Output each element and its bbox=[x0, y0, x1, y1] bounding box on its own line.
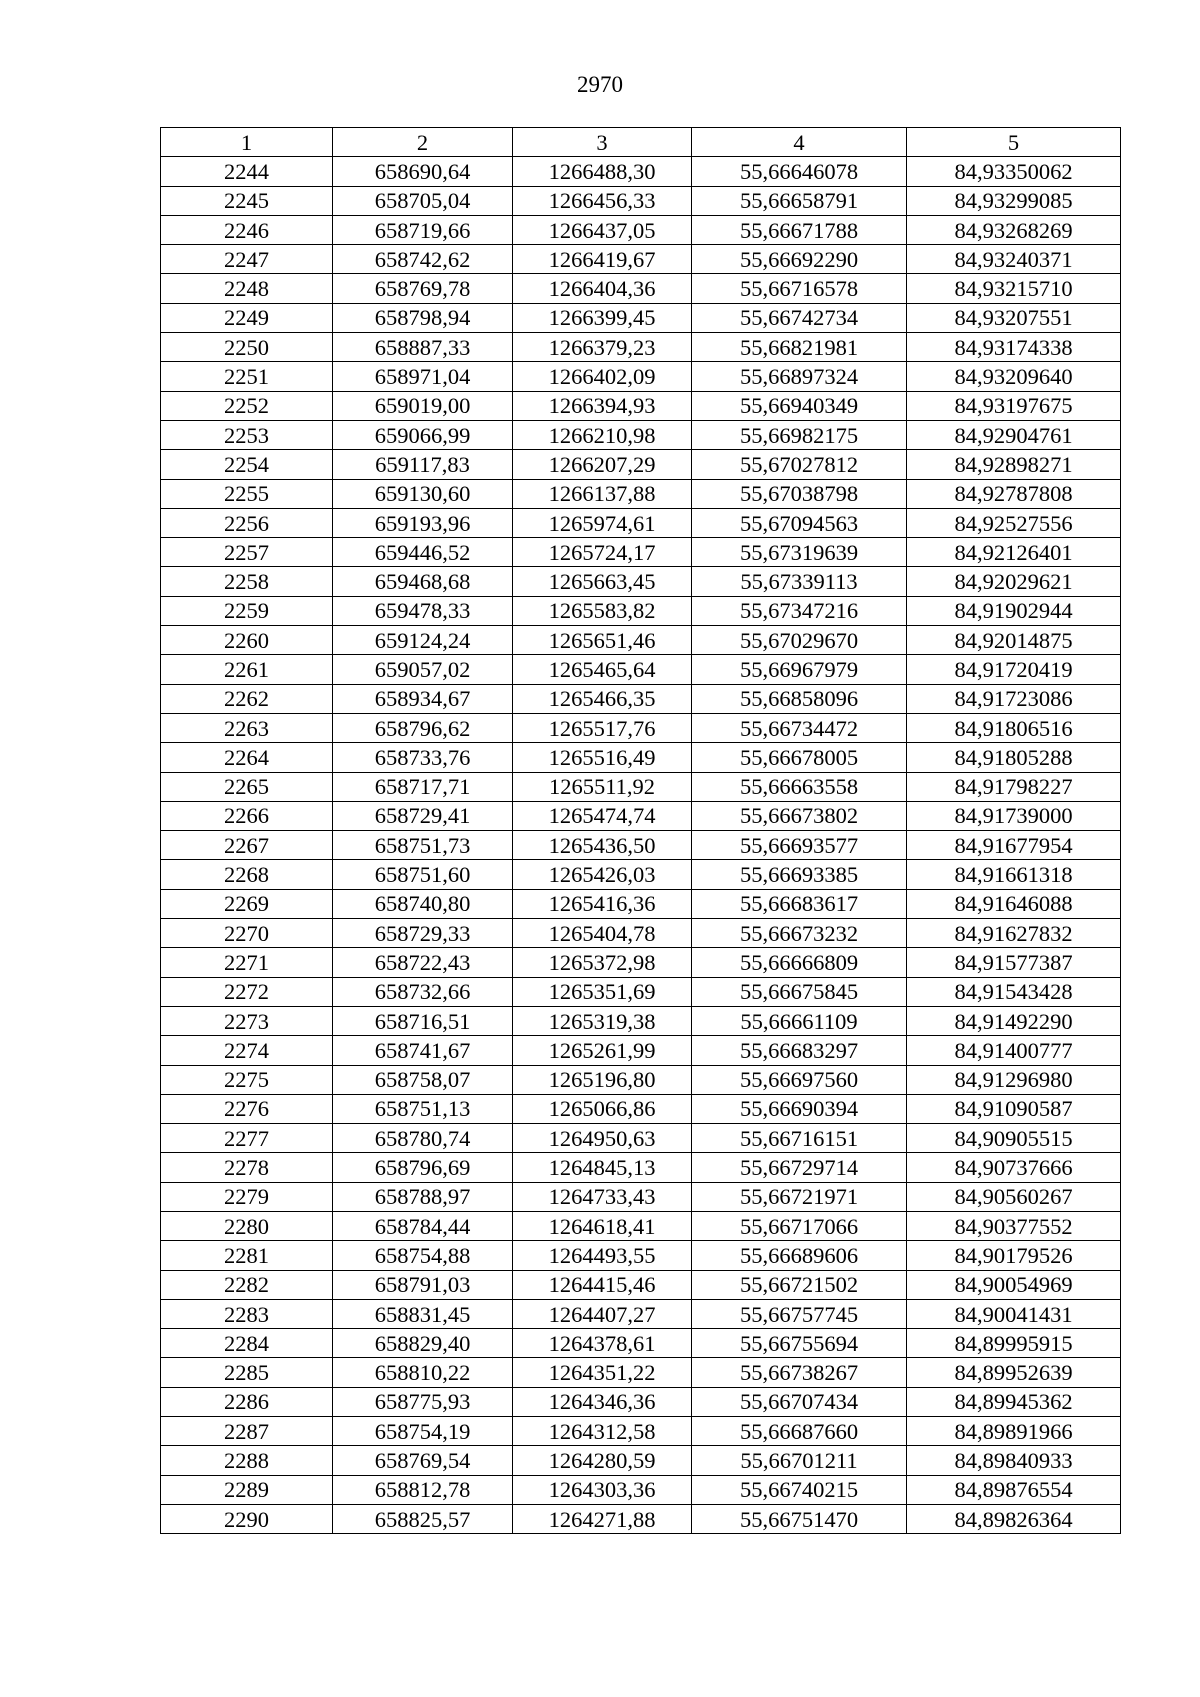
longitude-cell: 84,91798227 bbox=[907, 772, 1121, 801]
longitude-cell: 84,92014875 bbox=[907, 626, 1121, 655]
coordinates-table bbox=[160, 127, 1121, 1534]
point-number-cell: 2271 bbox=[161, 948, 333, 977]
latitude-cell: 55,66671788 bbox=[692, 215, 907, 244]
latitude-cell: 55,66721971 bbox=[692, 1182, 907, 1211]
x-coordinate-cell: 659130,60 bbox=[333, 479, 513, 508]
x-coordinate-cell: 658798,94 bbox=[333, 303, 513, 332]
y-coordinate-cell: 1265511,92 bbox=[513, 772, 692, 801]
x-coordinate-cell: 658716,51 bbox=[333, 1006, 513, 1035]
y-coordinate-cell: 1266210,98 bbox=[513, 420, 692, 449]
table-row bbox=[161, 303, 1121, 332]
point-number-cell: 2249 bbox=[161, 303, 333, 332]
y-coordinate-cell: 1264733,43 bbox=[513, 1182, 692, 1211]
point-number-cell: 2290 bbox=[161, 1504, 333, 1533]
y-coordinate-cell: 1265516,49 bbox=[513, 743, 692, 772]
table-row bbox=[161, 245, 1121, 274]
point-number-cell: 2262 bbox=[161, 684, 333, 713]
x-coordinate-cell: 658690,64 bbox=[333, 157, 513, 186]
y-coordinate-cell: 1264280,59 bbox=[513, 1446, 692, 1475]
y-coordinate-cell: 1265404,78 bbox=[513, 919, 692, 948]
point-number-cell: 2265 bbox=[161, 772, 333, 801]
x-coordinate-cell: 658784,44 bbox=[333, 1211, 513, 1240]
y-coordinate-cell: 1265663,45 bbox=[513, 567, 692, 596]
longitude-cell: 84,90560267 bbox=[907, 1182, 1121, 1211]
y-coordinate-cell: 1265517,76 bbox=[513, 713, 692, 742]
y-coordinate-cell: 1266488,30 bbox=[513, 157, 692, 186]
point-number-cell: 2274 bbox=[161, 1036, 333, 1065]
table-row bbox=[161, 1270, 1121, 1299]
point-number-cell: 2250 bbox=[161, 333, 333, 362]
latitude-cell: 55,66693385 bbox=[692, 860, 907, 889]
point-number-cell: 2254 bbox=[161, 450, 333, 479]
x-coordinate-cell: 658887,33 bbox=[333, 333, 513, 362]
latitude-cell: 55,66678005 bbox=[692, 743, 907, 772]
point-number-cell: 2252 bbox=[161, 391, 333, 420]
y-coordinate-cell: 1265974,61 bbox=[513, 508, 692, 537]
table-row bbox=[161, 655, 1121, 684]
y-coordinate-cell: 1266404,36 bbox=[513, 274, 692, 303]
x-coordinate-cell: 658796,69 bbox=[333, 1153, 513, 1182]
longitude-cell: 84,89826364 bbox=[907, 1504, 1121, 1533]
latitude-cell: 55,67094563 bbox=[692, 508, 907, 537]
point-number-cell: 2275 bbox=[161, 1065, 333, 1094]
column-header: 3 bbox=[513, 128, 692, 157]
x-coordinate-cell: 658829,40 bbox=[333, 1329, 513, 1358]
longitude-cell: 84,92898271 bbox=[907, 450, 1121, 479]
y-coordinate-cell: 1265651,46 bbox=[513, 626, 692, 655]
y-coordinate-cell: 1265319,38 bbox=[513, 1006, 692, 1035]
table-row bbox=[161, 1153, 1121, 1182]
point-number-cell: 2247 bbox=[161, 245, 333, 274]
longitude-cell: 84,89891966 bbox=[907, 1417, 1121, 1446]
table-row bbox=[161, 801, 1121, 830]
x-coordinate-cell: 658831,45 bbox=[333, 1299, 513, 1328]
longitude-cell: 84,91646088 bbox=[907, 889, 1121, 918]
point-number-cell: 2284 bbox=[161, 1329, 333, 1358]
table-row bbox=[161, 479, 1121, 508]
table-header bbox=[161, 128, 1121, 157]
table-row bbox=[161, 977, 1121, 1006]
table-row bbox=[161, 186, 1121, 215]
longitude-cell: 84,90905515 bbox=[907, 1124, 1121, 1153]
table-row bbox=[161, 684, 1121, 713]
point-number-cell: 2251 bbox=[161, 362, 333, 391]
x-coordinate-cell: 659057,02 bbox=[333, 655, 513, 684]
x-coordinate-cell: 658971,04 bbox=[333, 362, 513, 391]
x-coordinate-cell: 658751,13 bbox=[333, 1094, 513, 1123]
longitude-cell: 84,89840933 bbox=[907, 1446, 1121, 1475]
x-coordinate-cell: 658719,66 bbox=[333, 215, 513, 244]
y-coordinate-cell: 1266207,29 bbox=[513, 450, 692, 479]
latitude-cell: 55,66666809 bbox=[692, 948, 907, 977]
y-coordinate-cell: 1265261,99 bbox=[513, 1036, 692, 1065]
y-coordinate-cell: 1264950,63 bbox=[513, 1124, 692, 1153]
table-row bbox=[161, 1124, 1121, 1153]
point-number-cell: 2259 bbox=[161, 596, 333, 625]
point-number-cell: 2266 bbox=[161, 801, 333, 830]
latitude-cell: 55,66721502 bbox=[692, 1270, 907, 1299]
table-row bbox=[161, 772, 1121, 801]
latitude-cell: 55,66751470 bbox=[692, 1504, 907, 1533]
longitude-cell: 84,91720419 bbox=[907, 655, 1121, 684]
point-number-cell: 2258 bbox=[161, 567, 333, 596]
table-row bbox=[161, 1006, 1121, 1035]
column-header: 5 bbox=[907, 128, 1121, 157]
x-coordinate-cell: 658769,54 bbox=[333, 1446, 513, 1475]
longitude-cell: 84,92126401 bbox=[907, 538, 1121, 567]
latitude-cell: 55,66690394 bbox=[692, 1094, 907, 1123]
latitude-cell: 55,66858096 bbox=[692, 684, 907, 713]
table-row bbox=[161, 919, 1121, 948]
latitude-cell: 55,66673802 bbox=[692, 801, 907, 830]
table-row bbox=[161, 743, 1121, 772]
table-row bbox=[161, 362, 1121, 391]
latitude-cell: 55,67038798 bbox=[692, 479, 907, 508]
header-row bbox=[161, 128, 1121, 157]
longitude-cell: 84,89945362 bbox=[907, 1387, 1121, 1416]
latitude-cell: 55,66897324 bbox=[692, 362, 907, 391]
table-row bbox=[161, 626, 1121, 655]
longitude-cell: 84,93174338 bbox=[907, 333, 1121, 362]
longitude-cell: 84,91739000 bbox=[907, 801, 1121, 830]
table-row bbox=[161, 157, 1121, 186]
table-body bbox=[161, 157, 1121, 1534]
point-number-cell: 2257 bbox=[161, 538, 333, 567]
x-coordinate-cell: 659066,99 bbox=[333, 420, 513, 449]
x-coordinate-cell: 658754,88 bbox=[333, 1241, 513, 1270]
x-coordinate-cell: 658722,43 bbox=[333, 948, 513, 977]
latitude-cell: 55,67027812 bbox=[692, 450, 907, 479]
x-coordinate-cell: 658796,62 bbox=[333, 713, 513, 742]
point-number-cell: 2261 bbox=[161, 655, 333, 684]
x-coordinate-cell: 658741,67 bbox=[333, 1036, 513, 1065]
y-coordinate-cell: 1265436,50 bbox=[513, 831, 692, 860]
x-coordinate-cell: 659019,00 bbox=[333, 391, 513, 420]
longitude-cell: 84,91543428 bbox=[907, 977, 1121, 1006]
point-number-cell: 2263 bbox=[161, 713, 333, 742]
x-coordinate-cell: 658751,60 bbox=[333, 860, 513, 889]
y-coordinate-cell: 1265583,82 bbox=[513, 596, 692, 625]
y-coordinate-cell: 1266437,05 bbox=[513, 215, 692, 244]
point-number-cell: 2272 bbox=[161, 977, 333, 1006]
table-row bbox=[161, 1446, 1121, 1475]
longitude-cell: 84,91090587 bbox=[907, 1094, 1121, 1123]
y-coordinate-cell: 1266402,09 bbox=[513, 362, 692, 391]
latitude-cell: 55,66740215 bbox=[692, 1475, 907, 1504]
y-coordinate-cell: 1264312,58 bbox=[513, 1417, 692, 1446]
table-row bbox=[161, 508, 1121, 537]
table-row bbox=[161, 391, 1121, 420]
longitude-cell: 84,92904761 bbox=[907, 420, 1121, 449]
latitude-cell: 55,66716578 bbox=[692, 274, 907, 303]
longitude-cell: 84,91577387 bbox=[907, 948, 1121, 977]
point-number-cell: 2244 bbox=[161, 157, 333, 186]
point-number-cell: 2246 bbox=[161, 215, 333, 244]
longitude-cell: 84,91902944 bbox=[907, 596, 1121, 625]
table-row bbox=[161, 1211, 1121, 1240]
table-row bbox=[161, 1358, 1121, 1387]
longitude-cell: 84,92787808 bbox=[907, 479, 1121, 508]
x-coordinate-cell: 658732,66 bbox=[333, 977, 513, 1006]
latitude-cell: 55,66673232 bbox=[692, 919, 907, 948]
point-number-cell: 2255 bbox=[161, 479, 333, 508]
longitude-cell: 84,89995915 bbox=[907, 1329, 1121, 1358]
longitude-cell: 84,92029621 bbox=[907, 567, 1121, 596]
point-number-cell: 2264 bbox=[161, 743, 333, 772]
latitude-cell: 55,66717066 bbox=[692, 1211, 907, 1240]
point-number-cell: 2260 bbox=[161, 626, 333, 655]
point-number-cell: 2288 bbox=[161, 1446, 333, 1475]
page-number: 2970 bbox=[577, 72, 623, 97]
latitude-cell: 55,66757745 bbox=[692, 1299, 907, 1328]
table-row bbox=[161, 1504, 1121, 1533]
longitude-cell: 84,91677954 bbox=[907, 831, 1121, 860]
latitude-cell: 55,66982175 bbox=[692, 420, 907, 449]
point-number-cell: 2285 bbox=[161, 1358, 333, 1387]
table-row bbox=[161, 596, 1121, 625]
latitude-cell: 55,66734472 bbox=[692, 713, 907, 742]
table-row bbox=[161, 948, 1121, 977]
table-row bbox=[161, 1417, 1121, 1446]
y-coordinate-cell: 1264346,36 bbox=[513, 1387, 692, 1416]
point-number-cell: 2281 bbox=[161, 1241, 333, 1270]
x-coordinate-cell: 658788,97 bbox=[333, 1182, 513, 1211]
point-number-cell: 2256 bbox=[161, 508, 333, 537]
longitude-cell: 84,93268269 bbox=[907, 215, 1121, 244]
longitude-cell: 84,92527556 bbox=[907, 508, 1121, 537]
y-coordinate-cell: 1264351,22 bbox=[513, 1358, 692, 1387]
x-coordinate-cell: 658758,07 bbox=[333, 1065, 513, 1094]
longitude-cell: 84,90179526 bbox=[907, 1241, 1121, 1270]
table-row bbox=[161, 1299, 1121, 1328]
x-coordinate-cell: 659124,24 bbox=[333, 626, 513, 655]
longitude-cell: 84,91400777 bbox=[907, 1036, 1121, 1065]
latitude-cell: 55,66697560 bbox=[692, 1065, 907, 1094]
table-row bbox=[161, 333, 1121, 362]
y-coordinate-cell: 1265196,80 bbox=[513, 1065, 692, 1094]
table-row bbox=[161, 567, 1121, 596]
point-number-cell: 2269 bbox=[161, 889, 333, 918]
x-coordinate-cell: 659193,96 bbox=[333, 508, 513, 537]
point-number-cell: 2277 bbox=[161, 1124, 333, 1153]
table-row bbox=[161, 450, 1121, 479]
table-row bbox=[161, 1036, 1121, 1065]
latitude-cell: 55,66675845 bbox=[692, 977, 907, 1006]
y-coordinate-cell: 1264618,41 bbox=[513, 1211, 692, 1240]
x-coordinate-cell: 659468,68 bbox=[333, 567, 513, 596]
point-number-cell: 2270 bbox=[161, 919, 333, 948]
latitude-cell: 55,67339113 bbox=[692, 567, 907, 596]
table-row bbox=[161, 538, 1121, 567]
x-coordinate-cell: 658742,62 bbox=[333, 245, 513, 274]
y-coordinate-cell: 1265372,98 bbox=[513, 948, 692, 977]
point-number-cell: 2287 bbox=[161, 1417, 333, 1446]
point-number-cell: 2268 bbox=[161, 860, 333, 889]
latitude-cell: 55,66716151 bbox=[692, 1124, 907, 1153]
latitude-cell: 55,67029670 bbox=[692, 626, 907, 655]
y-coordinate-cell: 1266419,67 bbox=[513, 245, 692, 274]
longitude-cell: 84,90054969 bbox=[907, 1270, 1121, 1299]
x-coordinate-cell: 658780,74 bbox=[333, 1124, 513, 1153]
table-row bbox=[161, 1094, 1121, 1123]
latitude-cell: 55,66701211 bbox=[692, 1446, 907, 1475]
y-coordinate-cell: 1265066,86 bbox=[513, 1094, 692, 1123]
latitude-cell: 55,66683617 bbox=[692, 889, 907, 918]
longitude-cell: 84,90377552 bbox=[907, 1211, 1121, 1240]
x-coordinate-cell: 658825,57 bbox=[333, 1504, 513, 1533]
longitude-cell: 84,91806516 bbox=[907, 713, 1121, 742]
latitude-cell: 55,66940349 bbox=[692, 391, 907, 420]
longitude-cell: 84,93350062 bbox=[907, 157, 1121, 186]
x-coordinate-cell: 658934,67 bbox=[333, 684, 513, 713]
table-row bbox=[161, 1182, 1121, 1211]
longitude-cell: 84,90041431 bbox=[907, 1299, 1121, 1328]
longitude-cell: 84,93240371 bbox=[907, 245, 1121, 274]
y-coordinate-cell: 1265465,64 bbox=[513, 655, 692, 684]
point-number-cell: 2283 bbox=[161, 1299, 333, 1328]
longitude-cell: 84,93299085 bbox=[907, 186, 1121, 215]
longitude-cell: 84,89876554 bbox=[907, 1475, 1121, 1504]
point-number-cell: 2245 bbox=[161, 186, 333, 215]
latitude-cell: 55,66742734 bbox=[692, 303, 907, 332]
point-number-cell: 2289 bbox=[161, 1475, 333, 1504]
latitude-cell: 55,66658791 bbox=[692, 186, 907, 215]
y-coordinate-cell: 1264303,36 bbox=[513, 1475, 692, 1504]
table-row bbox=[161, 1387, 1121, 1416]
y-coordinate-cell: 1265466,35 bbox=[513, 684, 692, 713]
y-coordinate-cell: 1265724,17 bbox=[513, 538, 692, 567]
table-row bbox=[161, 1065, 1121, 1094]
y-coordinate-cell: 1264407,27 bbox=[513, 1299, 692, 1328]
x-coordinate-cell: 658791,03 bbox=[333, 1270, 513, 1299]
column-header: 2 bbox=[333, 128, 513, 157]
x-coordinate-cell: 658769,78 bbox=[333, 274, 513, 303]
y-coordinate-cell: 1266379,23 bbox=[513, 333, 692, 362]
x-coordinate-cell: 658810,22 bbox=[333, 1358, 513, 1387]
latitude-cell: 55,66738267 bbox=[692, 1358, 907, 1387]
x-coordinate-cell: 658812,78 bbox=[333, 1475, 513, 1504]
latitude-cell: 55,66646078 bbox=[692, 157, 907, 186]
x-coordinate-cell: 658775,93 bbox=[333, 1387, 513, 1416]
latitude-cell: 55,66693577 bbox=[692, 831, 907, 860]
table-row bbox=[161, 889, 1121, 918]
point-number-cell: 2267 bbox=[161, 831, 333, 860]
point-number-cell: 2279 bbox=[161, 1182, 333, 1211]
longitude-cell: 84,91723086 bbox=[907, 684, 1121, 713]
latitude-cell: 55,67347216 bbox=[692, 596, 907, 625]
y-coordinate-cell: 1266394,93 bbox=[513, 391, 692, 420]
longitude-cell: 84,89952639 bbox=[907, 1358, 1121, 1387]
table-row bbox=[161, 420, 1121, 449]
latitude-cell: 55,66729714 bbox=[692, 1153, 907, 1182]
table-row bbox=[161, 1475, 1121, 1504]
y-coordinate-cell: 1264378,61 bbox=[513, 1329, 692, 1358]
y-coordinate-cell: 1266399,45 bbox=[513, 303, 692, 332]
table-row bbox=[161, 1329, 1121, 1358]
table-row bbox=[161, 860, 1121, 889]
point-number-cell: 2286 bbox=[161, 1387, 333, 1416]
table-row bbox=[161, 215, 1121, 244]
y-coordinate-cell: 1265416,36 bbox=[513, 889, 692, 918]
table-row bbox=[161, 1241, 1121, 1270]
x-coordinate-cell: 658751,73 bbox=[333, 831, 513, 860]
table-row bbox=[161, 831, 1121, 860]
latitude-cell: 55,66689606 bbox=[692, 1241, 907, 1270]
column-header: 4 bbox=[692, 128, 907, 157]
longitude-cell: 84,93197675 bbox=[907, 391, 1121, 420]
x-coordinate-cell: 658733,76 bbox=[333, 743, 513, 772]
longitude-cell: 84,93209640 bbox=[907, 362, 1121, 391]
latitude-cell: 55,66821981 bbox=[692, 333, 907, 362]
y-coordinate-cell: 1264845,13 bbox=[513, 1153, 692, 1182]
y-coordinate-cell: 1265426,03 bbox=[513, 860, 692, 889]
x-coordinate-cell: 658705,04 bbox=[333, 186, 513, 215]
longitude-cell: 84,91492290 bbox=[907, 1006, 1121, 1035]
column-header: 1 bbox=[161, 128, 333, 157]
longitude-cell: 84,91661318 bbox=[907, 860, 1121, 889]
x-coordinate-cell: 659446,52 bbox=[333, 538, 513, 567]
y-coordinate-cell: 1264493,55 bbox=[513, 1241, 692, 1270]
point-number-cell: 2278 bbox=[161, 1153, 333, 1182]
point-number-cell: 2282 bbox=[161, 1270, 333, 1299]
table-row bbox=[161, 274, 1121, 303]
longitude-cell: 84,90737666 bbox=[907, 1153, 1121, 1182]
longitude-cell: 84,91805288 bbox=[907, 743, 1121, 772]
latitude-cell: 55,66687660 bbox=[692, 1417, 907, 1446]
x-coordinate-cell: 658717,71 bbox=[333, 772, 513, 801]
y-coordinate-cell: 1265474,74 bbox=[513, 801, 692, 830]
latitude-cell: 55,66661109 bbox=[692, 1006, 907, 1035]
point-number-cell: 2273 bbox=[161, 1006, 333, 1035]
latitude-cell: 55,67319639 bbox=[692, 538, 907, 567]
longitude-cell: 84,91296980 bbox=[907, 1065, 1121, 1094]
x-coordinate-cell: 659478,33 bbox=[333, 596, 513, 625]
point-number-cell: 2276 bbox=[161, 1094, 333, 1123]
longitude-cell: 84,91627832 bbox=[907, 919, 1121, 948]
y-coordinate-cell: 1264271,88 bbox=[513, 1504, 692, 1533]
x-coordinate-cell: 658729,33 bbox=[333, 919, 513, 948]
x-coordinate-cell: 658729,41 bbox=[333, 801, 513, 830]
latitude-cell: 55,66663558 bbox=[692, 772, 907, 801]
x-coordinate-cell: 658740,80 bbox=[333, 889, 513, 918]
point-number-cell: 2248 bbox=[161, 274, 333, 303]
longitude-cell: 84,93215710 bbox=[907, 274, 1121, 303]
latitude-cell: 55,66755694 bbox=[692, 1329, 907, 1358]
x-coordinate-cell: 658754,19 bbox=[333, 1417, 513, 1446]
x-coordinate-cell: 659117,83 bbox=[333, 450, 513, 479]
point-number-cell: 2280 bbox=[161, 1211, 333, 1240]
y-coordinate-cell: 1266456,33 bbox=[513, 186, 692, 215]
latitude-cell: 55,66707434 bbox=[692, 1387, 907, 1416]
longitude-cell: 84,93207551 bbox=[907, 303, 1121, 332]
table-row bbox=[161, 713, 1121, 742]
latitude-cell: 55,66692290 bbox=[692, 245, 907, 274]
y-coordinate-cell: 1264415,46 bbox=[513, 1270, 692, 1299]
y-coordinate-cell: 1265351,69 bbox=[513, 977, 692, 1006]
y-coordinate-cell: 1266137,88 bbox=[513, 479, 692, 508]
latitude-cell: 55,66683297 bbox=[692, 1036, 907, 1065]
point-number-cell: 2253 bbox=[161, 420, 333, 449]
latitude-cell: 55,66967979 bbox=[692, 655, 907, 684]
